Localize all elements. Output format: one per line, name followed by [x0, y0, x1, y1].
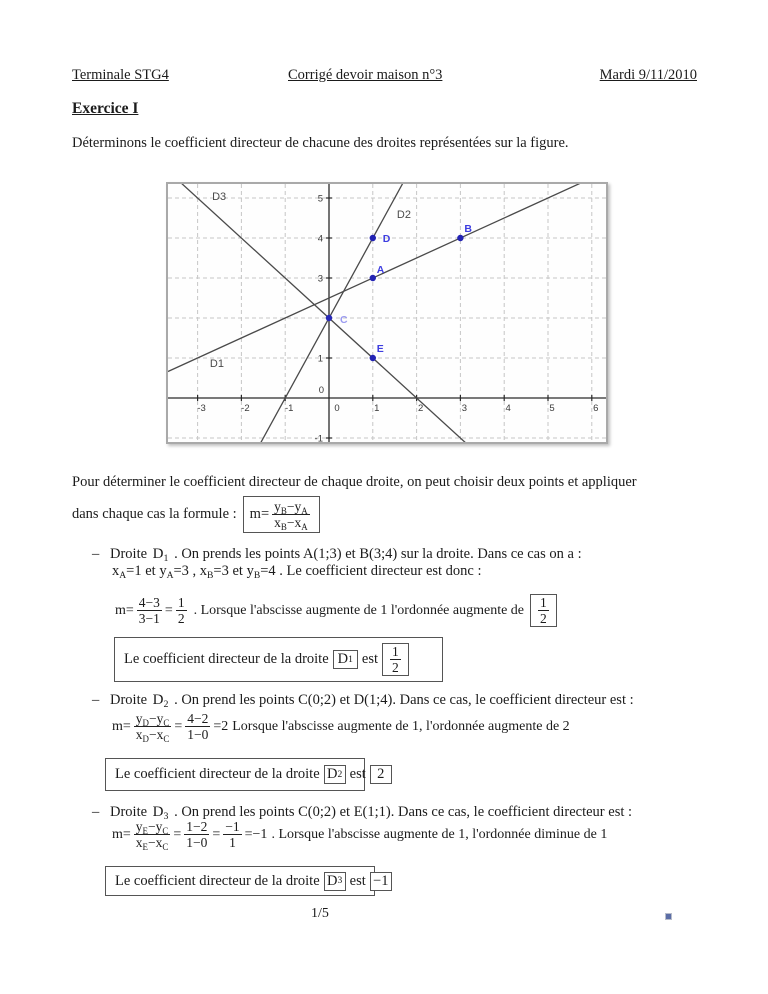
bullet-dash: –	[92, 546, 100, 562]
d3-slope-computation: m= $\frac{y_E-y_C}{x_E-x_C}$ = $\frac{1-2}{1-0}$ = $\frac{-1}{1}$ =−1 . Lorsque l'abscisse augmente de 1, l'ordonnée diminue de 1	[112, 819, 608, 853]
svg-text:3: 3	[461, 403, 468, 414]
header-title: Corrigé devoir maison n°3	[288, 67, 443, 83]
d2-ref: $D_2$	[152, 692, 169, 710]
d1-ref: $D_1$	[152, 546, 169, 564]
d2-conclusion-box: Le coefficient directeur de la droite D 2 est 2	[105, 758, 365, 791]
svg-text:D3: D3	[212, 191, 227, 203]
svg-text:-3: -3	[197, 403, 206, 414]
figure-frame	[166, 182, 608, 444]
d1-coordinates-line: $x_A=1$ et $y_A=3$ , $x_B=3$ et $y_B=4$ . Le coefficient directeur est donc :	[112, 563, 482, 581]
bullet-d2-line1: – Droite $D_2$ . On prend les points C(0;2) et D(1;4). Dans ce cas, le coefficient directeur est :	[92, 692, 634, 710]
bullet-dash: –	[92, 692, 100, 708]
svg-text:4: 4	[505, 403, 511, 414]
svg-text:A: A	[376, 264, 385, 276]
d3-name-box: D 3	[324, 872, 346, 891]
page-number: 1/5	[311, 906, 329, 921]
bullet-d1-line1: – Droite $D_1$ . On prends les points A(1;3) et B(3;4) sur la droite. Dans ce cas on a :	[92, 546, 582, 564]
main-formula-box	[243, 496, 320, 533]
svg-text:0: 0	[334, 403, 340, 414]
bullet-dash: –	[92, 804, 100, 820]
svg-text:3: 3	[317, 273, 323, 285]
svg-text:C: C	[340, 314, 348, 326]
d2-value-box: 2	[370, 765, 392, 784]
svg-text:5: 5	[317, 193, 323, 205]
svg-text:D2: D2	[396, 209, 411, 221]
d1-increment-box: $\frac{1}{2}$	[530, 594, 557, 627]
formula-lhs: m=	[249, 506, 270, 523]
d1-value-box: $\frac{1}{2}$	[382, 643, 409, 676]
svg-text:-1: -1	[284, 403, 294, 414]
svg-text:2: 2	[417, 403, 424, 414]
d1-name-box: D 1	[333, 650, 358, 669]
method-line1: Pour déterminer le coefficient directeur de chaque droite, on peut choisir deux points et appliquer	[72, 474, 637, 490]
d3-value-box: −1	[370, 872, 392, 891]
exercise-heading: Exercice I	[72, 100, 139, 117]
d1-conclusion-box: Le coefficient directeur de la droite D 1 est $\frac{1}{2}$	[114, 637, 443, 682]
corner-dot	[665, 913, 672, 920]
svg-text:-2: -2	[241, 403, 250, 414]
main-formula-fraction: $\frac{y_B-y_A}{x_B-x_A}$	[274, 499, 308, 533]
svg-text:D1: D1	[209, 357, 224, 370]
method-line2	[72, 496, 320, 533]
svg-text:0: 0	[318, 385, 324, 396]
svg-text:5: 5	[549, 403, 555, 414]
svg-text:1: 1	[317, 353, 323, 365]
d2-name-box: D 2	[324, 765, 346, 784]
svg-text:4: 4	[317, 233, 323, 245]
svg-text:B: B	[464, 223, 472, 235]
header-class: Terminale STG4	[72, 67, 169, 83]
graph-svg	[168, 184, 606, 442]
svg-text:6: 6	[593, 403, 599, 414]
method-line2-text: dans chaque cas la formule :	[72, 506, 237, 523]
svg-text:-1: -1	[314, 433, 323, 442]
d1-slope-computation: m= $\frac{4-3}{3-1}$ = $\frac{1}{2}$ . Lorsque l'abscisse augmente de 1 l'ordonnée augmente de $\frac{1}{2}$	[115, 594, 557, 627]
svg-text:D: D	[382, 233, 391, 245]
intro-text: Déterminons le coefficient directeur de chacune des droites représentées sur la figure.	[72, 135, 569, 151]
d3-conclusion-box: Le coefficient directeur de la droite D 3 est −1	[105, 866, 375, 896]
header-date: Mardi 9/11/2010	[599, 67, 697, 83]
bullet-d3-line1: – Droite $D_3$ . On prend les points C(0;2) et E(1;1). Dans ce cas, le coefficient directeur est :	[92, 804, 633, 822]
d2-slope-computation: m= $\frac{y_D-y_C}{x_D-x_C}$ = $\frac{4-2}{1-0}$ =2 Lorsque l'abscisse augmente de 1, l'ordonnée augmente de 2	[112, 711, 570, 745]
svg-text:1: 1	[374, 403, 380, 414]
svg-text:E: E	[376, 343, 384, 355]
d3-ref: $D_3$	[152, 804, 169, 822]
